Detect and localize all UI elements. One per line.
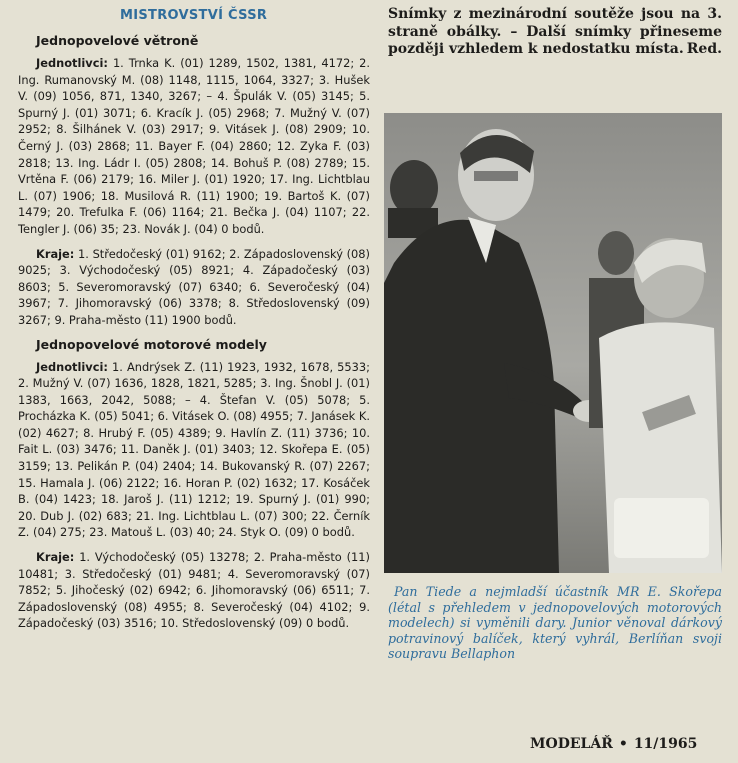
individual-results: [18, 359, 370, 542]
background-man: [388, 160, 438, 238]
region-results: [18, 549, 370, 632]
individuals-text: 1. Andrýsek Z. (11) 1923, 1932, 1678, 5533; 2. Mužný V. (07) 1636, 1828, 1821, 5285; 3. Ing. Šnobl J. (01) 1383, 1663, 2042, 5088; – 4. Štefan V. (05) 5078; 5. Procházka K. (05) 5041; 6. Vitásek O. (08) 4955; 7. Janásek K. (02) 4627; 8. Hrubý F. (05) 4389; 9. Havlín Z. (11) 3736; 10. Fait L. (03) 3476; 11. Daněk J. (01) 3403; 12. Skořepa E. (05) 3159; 13. Pelikán P. (04) 2404; 14. Bukovanský R. (07) 2267; 15. Hamala J. (06) 2122; 16. Horan P. (02) 1632; 17. Kosáček B. (04) 1423; 18. Jaroš J. (11) 1212; 19. Spurný J. (01) 990; 20. Dub J. (02) 683; 21. Ing. Lichtblau L. (07) 300; 22. Černík Z. (04) 275; 23. Matouš L. (03) 40; 24. Styk O. (09) 0 bodů.: [18, 359, 370, 540]
event-photo: [384, 113, 722, 573]
note-text: Snímky z mezinárodní soutěže jsou na 3. straně obálky. – Další snímky přineseme později vzhledem k nedostatku místa.: [388, 6, 722, 57]
photo-caption-block: [388, 584, 722, 662]
issue-number: 11/1965: [633, 736, 698, 752]
regions-text: 1. Východočeský (05) 13278; 2. Praha-město (11) 10481; 3. Středočeský (01) 9481; 4. Severomoravský (07) 7852; 5. Jihočeský (02) 6942; 6. Jihomoravský (06) 6511; 7. Západoslovenský (08) 4955; 8. Severočeský (04) 4102; 9. Západočeský (03) 3516; 10. Středoslovenský (09) 0 bodů.: [18, 550, 370, 631]
regions-text: 1. Středočeský (01) 9162; 2. Západoslovenský (08) 9025; 3. Východočeský (05) 8921; 4. Západočeský (03) 8603; 5. Severomoravský (07) 6340; 6. Severočeský (04) 3967; 7. Jihomoravský (06) 3378; 8. Středoslovenský (09) 3267; 9. Praha-město (11) 1900 bodů.: [18, 246, 370, 327]
magazine-name: MODELÁŘ: [530, 736, 613, 752]
individuals-label: Jednotlivci:: [36, 56, 108, 70]
results-column: [18, 8, 370, 640]
gift-box: [614, 498, 709, 558]
section-heading: Jednopovelové motorové modely: [36, 336, 267, 352]
footer-separator: •: [618, 736, 628, 752]
individuals-label: Jednotlivci:: [36, 359, 108, 374]
photo-image: [384, 113, 722, 573]
note-signature: Red.: [686, 41, 722, 57]
individual-results: [18, 55, 370, 238]
regions-label: Kraje:: [36, 550, 75, 565]
regions-label: Kraje:: [36, 246, 75, 261]
page-footer: [530, 736, 697, 752]
photo-caption: Pan Tiede a nejmladší účastník MR E. Skořepa (létal s přehledem v jednopovelových motorových modelech) si vyměnili dary. Junior věnoval dárkový potravinový balíček, který vyhrál, Berlíňan svoji soupravu Bellaphon: [388, 584, 722, 661]
section-motor-models: [18, 337, 370, 633]
section-heading: Jednopovelové větroně: [36, 33, 199, 48]
individuals-text: 1. Trnka K. (01) 1289, 1502, 1381, 4172; 2. Ing. Rumanovský M. (08) 1148, 1115, 1064, 3327; 3. Hušek V. (09) 1056, 871, 1340, 3267; – 4. Špulák V. (05) 3145; 5. Spurný J. (01) 3071; 6. Kracík J. (05) 2968; 7. Mužný V. (07) 2952; 8. Šilhánek V. (03) 2917; 9. Vitásek J. (08) 2909; 10. Černý J. (03) 2868; 11. Bayer F. (04) 2860; 12. Zyka F. (03) 2818; 13. Ing. Ládr I. (05) 2808; 14. Bohuš P. (08) 2789; 15. Vrtěna F. (06) 2179; 16. Miler J. (01) 1920; 17. Ing. Lichtblau L. (07) 1906; 18. Musilová R. (11) 1900; 19. Bartoš K. (07) 1479; 20. Trefulka F. (06) 1164; 21. Bečka J. (04) 1107; 22. Tengler J. (06) 35; 23. Novák J. (04) 0 bodů.: [18, 56, 370, 236]
editorial-note: [388, 6, 722, 59]
section-gliders: [18, 33, 370, 329]
region-results: [18, 246, 370, 329]
column-title: MISTROVSTVÍ ČSSR: [120, 8, 268, 23]
